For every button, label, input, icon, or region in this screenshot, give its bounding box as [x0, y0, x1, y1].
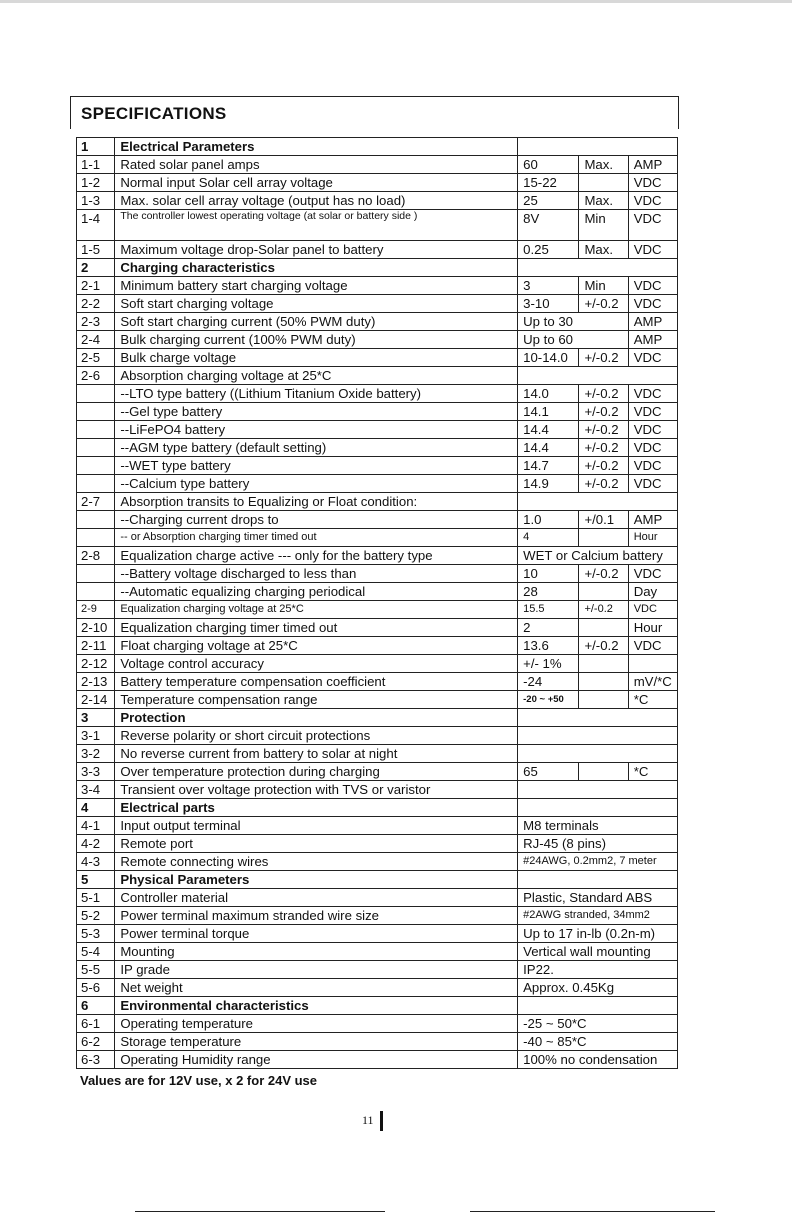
- row-number: 2-1: [77, 277, 115, 295]
- row-unit: VDC: [628, 421, 677, 439]
- row-description: Absorption transits to Equalizing or Float condition:: [115, 493, 518, 511]
- row-number: 1-1: [77, 156, 115, 174]
- row-unit: Hour: [628, 619, 677, 637]
- spec-row: [77, 781, 678, 799]
- row-number: 5-4: [77, 943, 115, 961]
- row-description: Power terminal maximum stranded wire size: [115, 907, 518, 925]
- row-description: Charging characteristics: [115, 259, 518, 277]
- row-number: 1: [77, 138, 115, 156]
- spec-row: [77, 727, 678, 745]
- row-description: Storage temperature: [115, 1033, 518, 1051]
- row-description: Power terminal torque: [115, 925, 518, 943]
- footer-rule-left: [135, 1211, 385, 1212]
- row-unit: VDC: [628, 601, 677, 619]
- row-unit: Hour: [628, 529, 677, 547]
- row-value: -20 ~ +50: [518, 691, 579, 709]
- row-unit: mV/*C: [628, 673, 677, 691]
- row-tolerance: Max.: [579, 192, 628, 210]
- row-unit: AMP: [628, 511, 677, 529]
- row-number: [77, 511, 115, 529]
- row-tolerance: +/-0.2: [579, 565, 628, 583]
- row-number: [77, 565, 115, 583]
- row-value-empty: [518, 799, 678, 817]
- row-number: 1-4: [77, 210, 115, 241]
- row-unit: AMP: [628, 313, 677, 331]
- row-value: 60: [518, 156, 579, 174]
- row-description: --Automatic equalizing charging periodical: [115, 583, 518, 601]
- row-value: 15-22: [518, 174, 579, 192]
- spec-row: [77, 529, 678, 547]
- spec-row: [77, 439, 678, 457]
- spec-row: [77, 457, 678, 475]
- row-description: Battery temperature compensation coefficient: [115, 673, 518, 691]
- spec-row: [77, 174, 678, 192]
- spec-row: [77, 925, 678, 943]
- page-title: SPECIFICATIONS: [81, 104, 227, 123]
- row-description: Equalization charging timer timed out: [115, 619, 518, 637]
- row-number: 2-5: [77, 349, 115, 367]
- row-description: Operating temperature: [115, 1015, 518, 1033]
- row-description: Absorption charging voltage at 25*C: [115, 367, 518, 385]
- row-value: 14.4: [518, 421, 579, 439]
- spec-row: [77, 835, 678, 853]
- row-value: 28: [518, 583, 579, 601]
- row-value: Vertical wall mounting: [518, 943, 678, 961]
- row-tolerance: [579, 655, 628, 673]
- row-description: Equalization charge active --- only for the battery type: [115, 547, 518, 565]
- row-description: Input output terminal: [115, 817, 518, 835]
- row-tolerance: [579, 763, 628, 781]
- row-tolerance: +/-0.2: [579, 295, 628, 313]
- row-description: Electrical parts: [115, 799, 518, 817]
- row-value: 25: [518, 192, 579, 210]
- row-description: Operating Humidity range: [115, 1051, 518, 1069]
- spec-row: [77, 241, 678, 259]
- row-value: Up to 30: [518, 313, 629, 331]
- spec-table: [76, 137, 678, 1069]
- row-description: Temperature compensation range: [115, 691, 518, 709]
- row-description: Remote port: [115, 835, 518, 853]
- spec-row: [77, 192, 678, 210]
- row-unit: *C: [628, 763, 677, 781]
- row-value: 4: [518, 529, 579, 547]
- spec-row: [77, 385, 678, 403]
- row-value: 1.0: [518, 511, 579, 529]
- row-number: 2: [77, 259, 115, 277]
- row-value-empty: [518, 745, 678, 763]
- spec-row: [77, 961, 678, 979]
- row-value: 10-14.0: [518, 349, 579, 367]
- row-number: 6: [77, 997, 115, 1015]
- spec-row: [77, 331, 678, 349]
- spec-row: [77, 583, 678, 601]
- row-number: [77, 439, 115, 457]
- row-value: 10: [518, 565, 579, 583]
- row-value: 3: [518, 277, 579, 295]
- row-number: 1-2: [77, 174, 115, 192]
- row-value: 2: [518, 619, 579, 637]
- row-unit: AMP: [628, 331, 677, 349]
- row-description: Transient over voltage protection with TVS or varistor: [115, 781, 518, 799]
- row-description: Max. solar cell array voltage (output has no load): [115, 192, 518, 210]
- row-number: 1-3: [77, 192, 115, 210]
- row-description: IP grade: [115, 961, 518, 979]
- row-description: Float charging voltage at 25*C: [115, 637, 518, 655]
- row-description: --LiFePO4 battery: [115, 421, 518, 439]
- row-description: --Battery voltage discharged to less than: [115, 565, 518, 583]
- row-number: 3-3: [77, 763, 115, 781]
- row-number: 2-12: [77, 655, 115, 673]
- row-number: 5-2: [77, 907, 115, 925]
- row-tolerance: [579, 174, 628, 192]
- row-description: Environmental characteristics: [115, 997, 518, 1015]
- row-tolerance: [579, 691, 628, 709]
- row-tolerance: +/-0.2: [579, 439, 628, 457]
- spec-row: [77, 259, 678, 277]
- spec-row: [77, 997, 678, 1015]
- row-number: 2-14: [77, 691, 115, 709]
- row-value: Up to 17 in-lb (0.2n-m): [518, 925, 678, 943]
- row-description: Normal input Solar cell array voltage: [115, 174, 518, 192]
- row-unit: AMP: [628, 156, 677, 174]
- row-value: 14.7: [518, 457, 579, 475]
- row-number: 2-6: [77, 367, 115, 385]
- row-tolerance: Min: [579, 210, 628, 241]
- spec-row: [77, 853, 678, 871]
- row-description: --Calcium type battery: [115, 475, 518, 493]
- spec-row: [77, 295, 678, 313]
- row-unit: VDC: [628, 277, 677, 295]
- row-description: Electrical Parameters: [115, 138, 518, 156]
- row-description: --AGM type battery (default setting): [115, 439, 518, 457]
- row-description: Equalization charging voltage at 25*C: [115, 601, 518, 619]
- row-number: 5-5: [77, 961, 115, 979]
- row-tolerance: [579, 673, 628, 691]
- row-number: 5: [77, 871, 115, 889]
- row-value: 14.0: [518, 385, 579, 403]
- row-unit: VDC: [628, 439, 677, 457]
- row-description: The controller lowest operating voltage (at solar or battery side ): [115, 210, 518, 241]
- row-number: [77, 385, 115, 403]
- row-description: Protection: [115, 709, 518, 727]
- spec-row: [77, 1033, 678, 1051]
- row-number: 5-1: [77, 889, 115, 907]
- row-number: 3-1: [77, 727, 115, 745]
- row-description: Bulk charge voltage: [115, 349, 518, 367]
- row-description: Minimum battery start charging voltage: [115, 277, 518, 295]
- row-value: 15.5: [518, 601, 579, 619]
- row-tolerance: +/-0.2: [579, 475, 628, 493]
- row-description: Maximum voltage drop-Solar panel to battery: [115, 241, 518, 259]
- row-unit: VDC: [628, 192, 677, 210]
- row-value-empty: [518, 493, 678, 511]
- top-rule: [0, 0, 792, 3]
- row-value-empty: [518, 871, 678, 889]
- row-value: 14.9: [518, 475, 579, 493]
- row-number: 2-10: [77, 619, 115, 637]
- row-description: Bulk charging current (100% PWM duty): [115, 331, 518, 349]
- spec-row: [77, 156, 678, 174]
- row-value: #24AWG, 0.2mm2, 7 meter: [518, 853, 678, 871]
- row-value: 3-10: [518, 295, 579, 313]
- row-number: [77, 529, 115, 547]
- spec-row: [77, 907, 678, 925]
- row-number: 4-1: [77, 817, 115, 835]
- row-number: 6-2: [77, 1033, 115, 1051]
- row-number: [77, 475, 115, 493]
- row-description: --LTO type battery ((Lithium Titanium Oxide battery): [115, 385, 518, 403]
- row-tolerance: +/-0.2: [579, 403, 628, 421]
- row-tolerance: +/0.1: [579, 511, 628, 529]
- row-number: 5-3: [77, 925, 115, 943]
- row-value-empty: [518, 259, 678, 277]
- row-number: [77, 583, 115, 601]
- row-unit: VDC: [628, 475, 677, 493]
- spec-row: [77, 511, 678, 529]
- row-value: 65: [518, 763, 579, 781]
- row-tolerance: +/-0.2: [579, 349, 628, 367]
- row-value: 14.1: [518, 403, 579, 421]
- row-number: [77, 457, 115, 475]
- row-number: 2-3: [77, 313, 115, 331]
- row-number: 3-4: [77, 781, 115, 799]
- row-tolerance: Max.: [579, 241, 628, 259]
- row-value-empty: [518, 709, 678, 727]
- row-value: WET or Calcium battery: [518, 547, 678, 565]
- spec-row: [77, 619, 678, 637]
- row-value: -25 ~ 50*C: [518, 1015, 678, 1033]
- row-value: 8V: [518, 210, 579, 241]
- row-description: Over temperature protection during charging: [115, 763, 518, 781]
- row-value-empty: [518, 997, 678, 1015]
- spec-row: [77, 889, 678, 907]
- row-description: Soft start charging current (50% PWM duty): [115, 313, 518, 331]
- row-number: 4-2: [77, 835, 115, 853]
- row-tolerance: +/-0.2: [579, 457, 628, 475]
- row-tolerance: [579, 583, 628, 601]
- row-unit: VDC: [628, 385, 677, 403]
- row-value: Approx. 0.45Kg: [518, 979, 678, 997]
- row-description: Soft start charging voltage: [115, 295, 518, 313]
- spec-row: [77, 673, 678, 691]
- row-number: 2-8: [77, 547, 115, 565]
- row-description: Voltage control accuracy: [115, 655, 518, 673]
- row-value: -40 ~ 85*C: [518, 1033, 678, 1051]
- row-number: 2-9: [77, 601, 115, 619]
- row-number: 6-3: [77, 1051, 115, 1069]
- spec-table-body: [77, 138, 678, 1069]
- spec-row: [77, 1051, 678, 1069]
- row-value: #2AWG stranded, 34mm2: [518, 907, 678, 925]
- spec-row: [77, 421, 678, 439]
- row-unit: VDC: [628, 174, 677, 192]
- row-unit: [628, 655, 677, 673]
- row-value-empty: [518, 727, 678, 745]
- row-unit: VDC: [628, 565, 677, 583]
- spec-row: [77, 871, 678, 889]
- spec-row: [77, 1015, 678, 1033]
- row-number: 6-1: [77, 1015, 115, 1033]
- row-value: IP22.: [518, 961, 678, 979]
- page-number-bar: [380, 1111, 383, 1131]
- row-description: Controller material: [115, 889, 518, 907]
- row-unit: VDC: [628, 210, 677, 241]
- spec-row: [77, 943, 678, 961]
- row-unit: VDC: [628, 241, 677, 259]
- row-tolerance: [579, 529, 628, 547]
- row-description: Net weight: [115, 979, 518, 997]
- footnote: Values are for 12V use, x 2 for 24V use: [80, 1073, 318, 1088]
- row-value-empty: [518, 367, 678, 385]
- spec-row: [77, 691, 678, 709]
- footer-rule-right: [470, 1211, 715, 1212]
- row-value: RJ-45 (8 pins): [518, 835, 678, 853]
- spec-row: [77, 313, 678, 331]
- spec-row: [77, 403, 678, 421]
- row-number: [77, 403, 115, 421]
- row-description: Rated solar panel amps: [115, 156, 518, 174]
- row-unit: VDC: [628, 349, 677, 367]
- row-value: 13.6: [518, 637, 579, 655]
- spec-row: [77, 655, 678, 673]
- spec-row: [77, 637, 678, 655]
- row-value: -24: [518, 673, 579, 691]
- row-value: Up to 60: [518, 331, 629, 349]
- spec-row: [77, 817, 678, 835]
- row-number: 3: [77, 709, 115, 727]
- spec-row: [77, 138, 678, 156]
- row-tolerance: Min: [579, 277, 628, 295]
- row-description: -- or Absorption charging timer timed out: [115, 529, 518, 547]
- row-number: [77, 421, 115, 439]
- row-unit: VDC: [628, 295, 677, 313]
- spec-row: [77, 349, 678, 367]
- row-description: Mounting: [115, 943, 518, 961]
- row-unit: VDC: [628, 637, 677, 655]
- row-value: M8 terminals: [518, 817, 678, 835]
- spec-row: [77, 565, 678, 583]
- row-value-empty: [518, 138, 678, 156]
- spec-row: [77, 745, 678, 763]
- row-value: Plastic, Standard ABS: [518, 889, 678, 907]
- row-number: 2-11: [77, 637, 115, 655]
- row-tolerance: [579, 619, 628, 637]
- spec-row: [77, 547, 678, 565]
- row-number: 2-4: [77, 331, 115, 349]
- row-description: Physical Parameters: [115, 871, 518, 889]
- row-number: 5-6: [77, 979, 115, 997]
- row-number: 2-7: [77, 493, 115, 511]
- row-number: 4: [77, 799, 115, 817]
- row-unit: *C: [628, 691, 677, 709]
- row-unit: Day: [628, 583, 677, 601]
- row-tolerance: +/-0.2: [579, 601, 628, 619]
- spec-row: [77, 979, 678, 997]
- row-value: 14.4: [518, 439, 579, 457]
- row-description: --Charging current drops to: [115, 511, 518, 529]
- row-value: 100% no condensation: [518, 1051, 678, 1069]
- row-tolerance: +/-0.2: [579, 421, 628, 439]
- spec-row: [77, 493, 678, 511]
- row-value-empty: [518, 781, 678, 799]
- spec-row: [77, 709, 678, 727]
- row-description: --Gel type battery: [115, 403, 518, 421]
- row-description: Remote connecting wires: [115, 853, 518, 871]
- row-tolerance: +/-0.2: [579, 637, 628, 655]
- row-unit: VDC: [628, 457, 677, 475]
- page-number: 11: [362, 1113, 374, 1127]
- spec-row: [77, 210, 678, 241]
- row-unit: VDC: [628, 403, 677, 421]
- spec-row: [77, 799, 678, 817]
- row-tolerance: Max.: [579, 156, 628, 174]
- spec-row: [77, 763, 678, 781]
- spec-row: [77, 367, 678, 385]
- row-description: Reverse polarity or short circuit protections: [115, 727, 518, 745]
- row-number: 3-2: [77, 745, 115, 763]
- row-value: +/- 1%: [518, 655, 579, 673]
- row-number: 2-2: [77, 295, 115, 313]
- row-number: 1-5: [77, 241, 115, 259]
- row-description: --WET type battery: [115, 457, 518, 475]
- spec-row: [77, 601, 678, 619]
- title-box: [70, 96, 679, 129]
- row-description: No reverse current from battery to solar at night: [115, 745, 518, 763]
- spec-row: [77, 475, 678, 493]
- spec-row: [77, 277, 678, 295]
- row-tolerance: +/-0.2: [579, 385, 628, 403]
- row-value: 0.25: [518, 241, 579, 259]
- row-number: 4-3: [77, 853, 115, 871]
- row-number: 2-13: [77, 673, 115, 691]
